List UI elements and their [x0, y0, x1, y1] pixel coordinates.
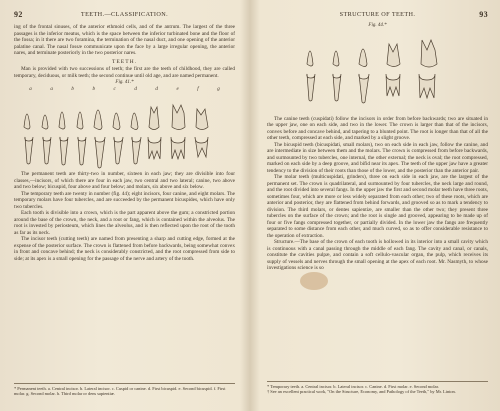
left-paragraph: The permanent teeth are thirty-two in number, sixteen in each jaw; they are divisible into four classes,—incisors, of which there are four in each jaw, two central and two lateral; canine, two above and two below; bicuspid, four above and four below; and molars, six above and six below.	[14, 171, 235, 190]
right-body	[267, 22, 488, 272]
tooth-drawing	[131, 113, 138, 130]
figure-letter: b	[92, 86, 95, 92]
left-running-title: TEETH.—CLASSIFICATION.	[80, 11, 169, 18]
tooth-drawing	[307, 51, 313, 66]
figure-letter: d	[155, 86, 158, 92]
figure-letter: e	[176, 86, 179, 92]
right-footnote: † See an excellent practical work, "On the Structure, Economy, and Pathology of the Teeth," by Mr. Linton.	[267, 389, 456, 395]
tooth-drawing	[387, 44, 400, 67]
right-page-number: 93	[479, 10, 488, 19]
right-paragraph: The molar teeth (multicuspidati, grinders), three on each side in each jaw, are the largest of the permanent set. The crown is quadrilateral, and surmounted by four tubercles, the neck large and round, and the root divided into several fangs. In the upper jaw the first and second molar teeth have three roots, sometimes four, which are more or less widely separated from each other; two of these roots, which are anterior and posterior, they are flattened from behind forwards, and grooved so as to mark a tendency to division. The third molars, or dentes sapientiæ, are smaller than the other two; they present three tubercles on the surface of the crown; and the root is single and grooved, appearing to be made up of four or five fangs compressed together, or partially divided. In the lower jaw the fangs are frequently separated to some distance from each other, and much curved, so as to offer considerable resistance to the operation of extraction.	[267, 174, 488, 239]
figure-letter: g	[217, 86, 220, 92]
right-paragraph: Structure.—The base of the crown of each tooth is hollowed in its interior into a small cavity which is continuous with a canal passing through the middle of each fang. The cavity and canal, or canals, constitute the cavities pulpæ, and contain a soft cellulo-vascular organ, the pulp, which receives its supply of vessels and nerves through the small opening at the apex of each root. Mr. Nasmyth, to whose investigations science is so	[267, 239, 488, 271]
tooth-drawing	[307, 74, 315, 101]
tooth-drawing	[113, 113, 120, 130]
left-body	[14, 24, 235, 262]
page-stain	[300, 272, 328, 290]
section-paragraph: Man is provided with two successions of teeth; the first are the teeth of childhood, they are called temporary, deciduous, or milk teeth; the second continue until old age, and are named permanent.	[14, 66, 235, 79]
tooth-drawing	[25, 137, 33, 164]
tooth-drawing	[43, 137, 51, 164]
tooth-drawing	[77, 112, 83, 129]
tooth-drawing	[24, 114, 30, 129]
right-figure-label: Fig. 44.*	[368, 23, 387, 28]
figure-letter: a	[29, 86, 32, 92]
left-figure-label: Fig. 41.*	[115, 80, 134, 85]
left-page	[0, 0, 247, 411]
tooth-drawing	[171, 137, 185, 159]
tooth-drawing	[78, 137, 86, 165]
figure-letter: f	[197, 86, 199, 92]
section-title: TEETH.	[111, 58, 138, 65]
right-footnote: * Temporary teeth. a. Central incisor. b. Lateral incisor. c. Canine. d. First molar. e. Second molar.	[267, 384, 439, 389]
tooth-drawing	[333, 51, 339, 66]
tooth-drawing	[419, 74, 435, 98]
temporary-teeth-illustration	[267, 30, 488, 116]
tooth-drawing	[196, 109, 208, 130]
tooth-drawing	[359, 74, 369, 103]
tooth-drawing	[59, 112, 65, 129]
left-paragraph: Each tooth is divisible into a crown, which is the part apparent above the gum; a constricted portion around the base of the crown, the neck, and a root or fang, which is contained within the alveolus. The root is invested by periosteum, which lines the alveolus, and is then reflected upon the root of the tooth as far as its neck.	[14, 210, 235, 236]
tooth-drawing	[386, 74, 400, 96]
tooth-drawing	[421, 40, 437, 67]
tooth-drawing	[42, 115, 48, 129]
tooth-drawing	[132, 137, 141, 164]
permanent-teeth-illustration	[14, 93, 235, 171]
tooth-drawing	[333, 74, 341, 101]
tooth-drawing	[94, 110, 102, 130]
right-running-head	[267, 11, 488, 21]
figure-letter: c	[113, 86, 116, 92]
right-running-title: STRUCTURE OF TEETH.	[339, 11, 416, 18]
tooth-drawing	[149, 107, 159, 130]
figure-letter: b	[71, 86, 74, 92]
figure-letter: d	[134, 86, 137, 92]
left-footnote: * Permanent teeth. a. Central incisor. b. Lateral incisor. c. Cuspid or canine. d. First bicuspid. e. Second bicuspid. f. First molar. g. Second molar. h. Third molar or dens sapientiæ.	[14, 383, 235, 397]
right-paragraph: The canine teeth (cuspidati) follow the incisors in order from before backwards; two are situated in the upper jaw, one on each side, and two in the lower. The crown is larger than that of the incisors, convex before and concave behind, and tapering to a blunted point. The root is longer than that of all the other teeth, compressed at each side, and marked by a slight groove.	[267, 115, 488, 141]
left-paragraph: The incisor teeth (cutting teeth) are named from presenting a sharp and cutting edge, formed at the expense of the posterior surface. The crown is flattened from before backwards, being somewhat convex in front and concave behind; the neck is considerably constricted, and the root compressed from side to side; at its apex is a small opening for the passage of the nerve and artery of the tooth.	[14, 236, 235, 262]
right-paragraph: The bicuspid teeth (bicuspidati, small molars), two on each side in each jaw, follow the canine, and are intermediate in size between them and the molars. The crown is compressed from before backwards, and surmounted by two tubercles, one internal, the other external; the neck is oval; the root compressed, marked on each side by a deep groove, and bifid near its apex. The teeth of the upper jaw have a greater tendency to the division of their roots than those of the lower, and the posterior than the anterior pair.	[267, 141, 488, 174]
left-running-head	[14, 11, 235, 21]
tooth-drawing	[148, 137, 161, 159]
tooth-drawing	[195, 137, 208, 157]
left-paragraph: The temporary teeth are twenty in number (fig. 44); eight incisors, four canine, and eight molars. The temporary molars have four tubercles, and are succeeded by the permanent bicuspides, which have only two tubercles.	[14, 190, 235, 210]
left-page-number: 92	[14, 10, 23, 19]
tooth-drawing	[359, 49, 367, 67]
figure-letter: a	[50, 86, 53, 92]
intro-paragraph: ing of the frontal sinuses, of the anterior ethmoid cells, and of the antrum. The largest of the three passages is the inferior meatus, which is the space between the inferior turbinated bone and the floor of the fossa; in it there are two foramina, the termination of the nasal duct, and one opening of the anterior palatine canal. The nasal fossæ communicate upon the face by a large irregular opening, the anterior nares, and terminate posteriorly in the two posterior nares.	[14, 24, 235, 56]
tooth-drawing	[114, 137, 123, 164]
right-footnotes	[267, 381, 488, 395]
right-page	[253, 0, 500, 411]
tooth-drawing	[172, 105, 185, 130]
tooth-drawing	[60, 137, 68, 165]
tooth-drawing	[95, 137, 105, 168]
